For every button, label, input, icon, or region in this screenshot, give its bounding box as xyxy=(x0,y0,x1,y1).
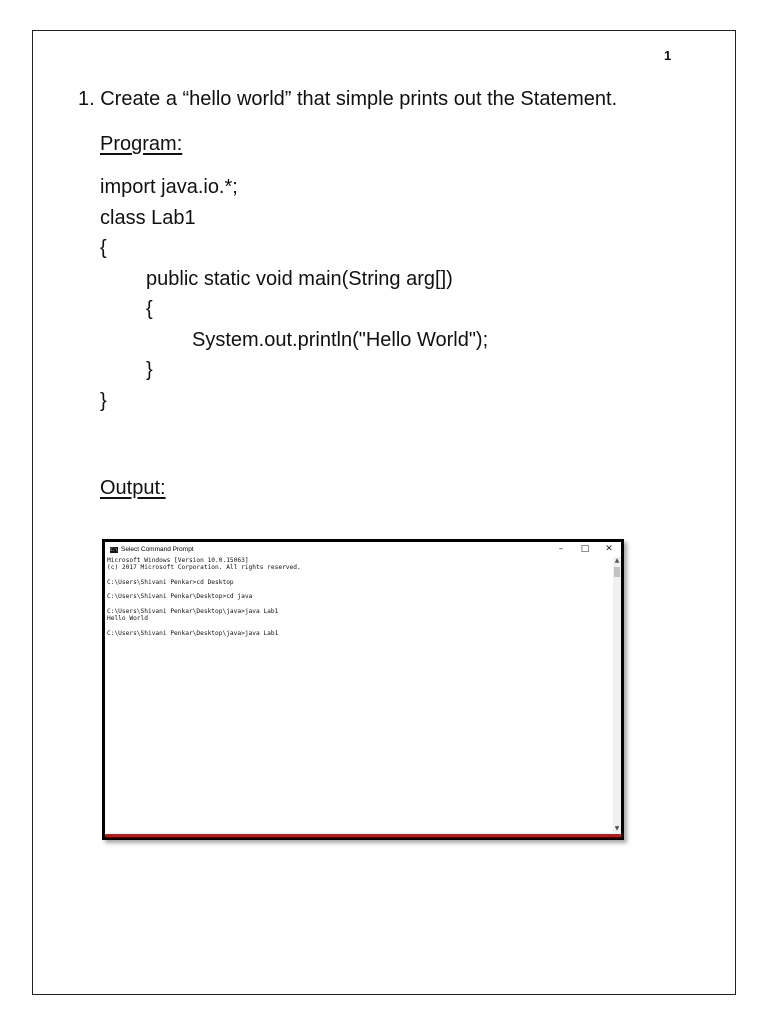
scroll-thumb xyxy=(614,567,620,577)
code-line: } xyxy=(100,389,107,412)
code-line: } xyxy=(146,359,153,381)
code-block xyxy=(100,172,488,416)
console-line xyxy=(107,601,611,608)
command-prompt-screenshot xyxy=(102,539,624,840)
close-icon: ✕ xyxy=(605,544,613,554)
cmd-bottom-edge xyxy=(105,834,621,837)
page-number: 1 xyxy=(664,48,672,63)
code-line: import java.io.*; xyxy=(100,176,238,198)
console-line xyxy=(107,586,611,593)
code-line: class Lab1 xyxy=(100,206,196,229)
cmd-window-title: Select Command Prompt xyxy=(121,546,194,553)
console-line: Hello World xyxy=(107,615,148,623)
scroll-up-icon: ▲ xyxy=(614,557,620,564)
console-line: Microsoft Windows [Version 10.0.15063] xyxy=(107,557,249,564)
code-line: System.out.println("Hello World"); xyxy=(192,328,489,351)
cmd-console-output xyxy=(107,557,611,833)
scroll-down-icon: ▼ xyxy=(614,825,620,832)
code-line: public static void main(String arg[]) xyxy=(146,267,453,290)
console-line: C:\Users\Shivani Penkar>cd Desktop xyxy=(107,578,234,586)
output-label: Output: xyxy=(100,477,166,499)
console-line: C:\Users\Shivani Penkar\Desktop\java>java Lab1 xyxy=(107,629,279,637)
console-line: C:\Users\Shivani Penkar\Desktop>cd java xyxy=(107,593,253,601)
cmd-window-controls xyxy=(549,542,621,557)
console-line xyxy=(107,572,611,579)
maximize-icon: □ xyxy=(580,544,590,554)
cmd-titlebar xyxy=(105,542,621,557)
question-text: 1. Create a “hello world” that simple prints out the Statement. xyxy=(78,88,618,110)
command-prompt-icon: C:\ xyxy=(110,546,118,552)
console-line: C:\Users\Shivani Penkar\Desktop\java>java Lab1 xyxy=(107,608,279,616)
cmd-scrollbar xyxy=(613,557,621,833)
code-line: { xyxy=(100,237,107,259)
minimize-icon: – xyxy=(558,544,564,554)
console-line xyxy=(107,623,611,630)
console-line: (c) 2017 Microsoft Corporation. All rights reserved. xyxy=(107,564,301,572)
program-label: Program: xyxy=(100,133,183,155)
code-line: { xyxy=(146,298,153,320)
